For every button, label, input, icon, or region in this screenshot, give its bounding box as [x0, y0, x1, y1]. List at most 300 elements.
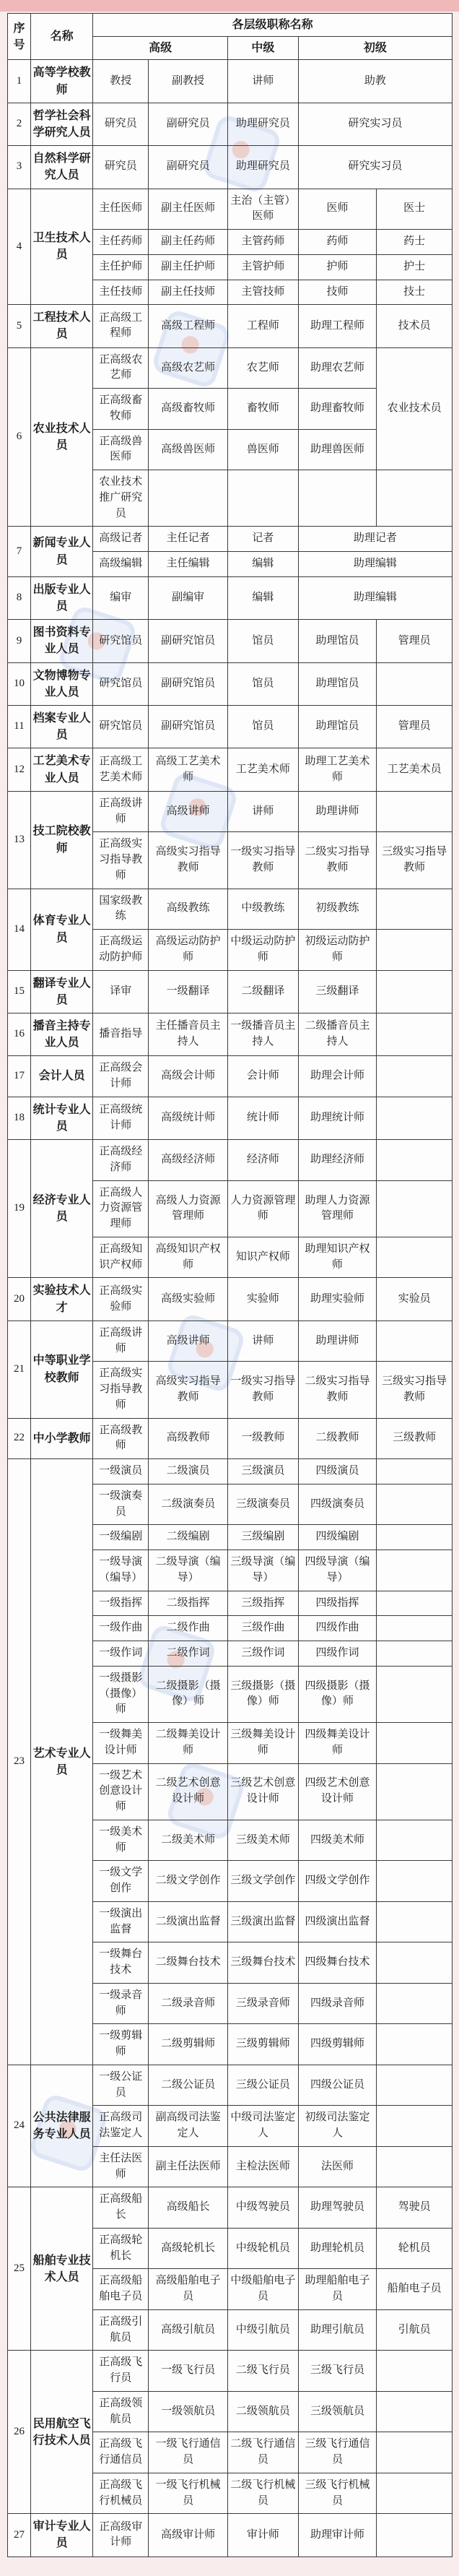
title-cell: 正高级会计师 [93, 1056, 149, 1097]
title-cell: 二级作曲 [149, 1616, 228, 1641]
group-name: 工程技术人员 [31, 305, 93, 347]
title-cell: 农艺师 [227, 347, 298, 389]
table-row [8, 60, 453, 103]
title-cell: 三级美术师 [227, 1820, 298, 1861]
title-cell: 四级演员 [298, 1459, 376, 1484]
group-number: 19 [8, 1140, 31, 1278]
title-cell: 高级人力资源管理师 [149, 1180, 228, 1237]
group-number: 27 [8, 2514, 31, 2556]
title-cell [377, 1763, 453, 1820]
title-cell: 三级飞行员 [298, 2351, 376, 2392]
title-cell: 研究实习员 [298, 146, 452, 189]
table-row [8, 2514, 453, 2556]
title-cell: 副主任医师 [149, 189, 228, 230]
title-cell: 中级轮机员 [227, 2228, 298, 2269]
title-cell: 二级演出监督 [149, 1901, 228, 1942]
title-cell: 一级飞行员 [149, 2351, 228, 2392]
title-cell: 主任播音员主持人 [149, 1013, 228, 1055]
title-cell: 三级飞行机械员 [298, 2473, 376, 2514]
title-cell: 主任编辑 [149, 552, 228, 577]
title-cell: 三级文学创作 [227, 1861, 298, 1902]
title-cell: 高级实习指导教师 [149, 832, 228, 889]
title-cell: 一级领航员 [149, 2391, 228, 2432]
title-cell: 研究员 [93, 146, 149, 189]
title-cell: 高级引航员 [149, 2309, 228, 2351]
title-cell: 三级演员 [227, 1459, 298, 1484]
group-number: 14 [8, 889, 31, 970]
title-cell: 四级演奏员 [298, 1484, 376, 1525]
title-cell: 经济师 [227, 1140, 298, 1181]
title-cell: 技士 [377, 280, 453, 305]
group-name: 实验技术人才 [31, 1278, 93, 1321]
title-cell: 正高级统计师 [93, 1097, 149, 1139]
page-top-band [0, 0, 459, 12]
title-cell [377, 1140, 453, 1181]
title-cell: 助理经济师 [298, 1140, 376, 1181]
title-cell [377, 1550, 453, 1591]
title-cell: 知识产权师 [227, 1237, 298, 1278]
title-cell [377, 1820, 453, 1861]
title-cell: 一级摄影（摄像）师 [93, 1666, 149, 1722]
title-cell [377, 1013, 453, 1055]
group-name: 体育专业人员 [31, 889, 93, 970]
title-cell [377, 1237, 453, 1278]
title-cell: 四级录音师 [298, 1983, 376, 2024]
table-row [8, 706, 453, 748]
title-cell: 二级演奏员 [149, 1484, 228, 1525]
title-cell: 二级剪辑师 [149, 2024, 228, 2065]
title-cell [377, 2146, 453, 2187]
title-cell: 研究馆员 [93, 620, 149, 662]
title-cell: 二级录音师 [149, 1983, 228, 2024]
table-row [8, 1013, 453, 1055]
title-cell [377, 791, 453, 832]
title-cell: 一级美术师 [93, 1820, 149, 1861]
title-cell: 副研究员 [149, 103, 228, 145]
title-cell: 高级知识产权师 [149, 1237, 228, 1278]
group-name: 档案专业人员 [31, 706, 93, 748]
title-cell: 高级会计师 [149, 1056, 228, 1097]
title-cell: 中级引航员 [227, 2309, 298, 2351]
table-row [8, 1097, 453, 1139]
header-level-mid: 中级 [227, 37, 298, 60]
title-cell: 助理畜牧师 [298, 389, 376, 430]
title-cell: 一级飞行通信员 [149, 2432, 228, 2473]
title-cell: 一级演奏员 [93, 1484, 149, 1525]
group-number: 8 [8, 576, 31, 619]
title-cell [377, 2391, 453, 2432]
title-cell: 技术员 [377, 305, 453, 347]
title-cell: 高级船长 [149, 2187, 228, 2229]
title-cell: 高级记者 [93, 527, 149, 552]
title-cell: 二级翻译 [227, 970, 298, 1013]
title-cell: 译审 [93, 970, 149, 1013]
group-number: 4 [8, 189, 31, 305]
title-cell: 正高级畜牧师 [93, 389, 149, 430]
title-cell: 二级指挥 [149, 1591, 228, 1616]
title-cell: 助理馆员 [298, 620, 376, 662]
title-cell [377, 662, 453, 705]
title-cell [377, 2514, 453, 2556]
title-cell: 助理统计师 [298, 1097, 376, 1139]
title-cell: 正高级飞行机械员 [93, 2473, 149, 2514]
title-cell: 一级公证员 [93, 2065, 149, 2106]
title-cell [377, 1901, 453, 1942]
title-cell: 二级实习指导教师 [298, 832, 376, 889]
group-number: 26 [8, 2351, 31, 2514]
title-cell: 高级轮机长 [149, 2228, 228, 2269]
title-cell: 主任法医师 [93, 2146, 149, 2187]
title-cell [377, 1097, 453, 1139]
title-cell: 初级教练 [298, 889, 376, 930]
title-cell: 一级演员 [93, 1459, 149, 1484]
title-cell: 一级播音员主持人 [227, 1013, 298, 1055]
title-cell: 研究馆员 [93, 662, 149, 705]
group-number: 1 [8, 60, 31, 103]
title-cell: 研究员 [93, 103, 149, 145]
title-cell [377, 930, 453, 971]
title-cell: 正高级讲师 [93, 791, 149, 832]
title-cell: 技师 [298, 280, 376, 305]
title-cell [377, 1861, 453, 1902]
title-cell: 二级艺术创意设计师 [149, 1763, 228, 1820]
group-number: 10 [8, 662, 31, 705]
title-cell: 药士 [377, 230, 453, 255]
group-number: 11 [8, 706, 31, 748]
title-cell: 一级编剧 [93, 1525, 149, 1550]
title-cell: 四级美术师 [298, 1820, 376, 1861]
title-cell: 二级演员 [149, 1459, 228, 1484]
title-cell: 二级舞台技术 [149, 1942, 228, 1984]
titles-table-container [7, 13, 453, 2557]
title-cell: 副高级司法鉴定人 [149, 2106, 228, 2147]
title-cell [377, 2106, 453, 2147]
title-cell: 船舶电子员 [377, 2269, 453, 2310]
title-cell: 高级运动防护师 [149, 930, 228, 971]
title-cell: 正高级教师 [93, 1418, 149, 1459]
title-cell: 副主任护师 [149, 254, 228, 280]
title-cell: 正高级司法鉴定人 [93, 2106, 149, 2147]
title-cell: 正高级实验师 [93, 1278, 149, 1321]
title-cell: 护师 [298, 254, 376, 280]
title-cell: 助理讲师 [298, 791, 376, 832]
title-cell: 主管护师 [227, 254, 298, 280]
title-cell: 高级教师 [149, 1418, 228, 1459]
group-name: 高等学校教师 [31, 60, 93, 103]
title-cell: 四级公证员 [298, 2065, 376, 2106]
title-cell: 一级实习指导教师 [227, 832, 298, 889]
professional-titles-table [7, 13, 453, 2557]
title-cell: 高级兽医师 [149, 429, 228, 470]
title-cell: 助理工艺美术师 [298, 748, 376, 791]
table-row [8, 1140, 453, 1181]
title-cell: 三级作曲 [227, 1616, 298, 1641]
title-cell: 国家级教练 [93, 889, 149, 930]
title-cell: 三级飞行通信员 [298, 2432, 376, 2473]
group-number: 18 [8, 1097, 31, 1139]
title-cell: 正高级实习指导教师 [93, 1362, 149, 1418]
title-cell: 四级导演（编导） [298, 1550, 376, 1591]
title-cell: 研究实习员 [298, 103, 452, 145]
group-number: 3 [8, 146, 31, 189]
group-number: 17 [8, 1056, 31, 1097]
title-cell: 二级作词 [149, 1641, 228, 1667]
title-cell: 会计师 [227, 1056, 298, 1097]
title-cell: 正高级人力资源管理师 [93, 1180, 149, 1237]
title-cell: 初级运动防护师 [298, 930, 376, 971]
table-header [8, 14, 453, 60]
title-cell: 正高级经济师 [93, 1140, 149, 1181]
title-cell: 正高级船舶电子员 [93, 2269, 149, 2310]
title-cell [377, 970, 453, 1013]
group-name: 农业技术人员 [31, 347, 93, 527]
group-number: 12 [8, 748, 31, 791]
title-cell: 正高级轮机长 [93, 2228, 149, 2269]
group-name: 船舶专业技术人员 [31, 2187, 93, 2351]
title-cell: 助理驾驶员 [298, 2187, 376, 2229]
title-cell: 馆员 [227, 620, 298, 662]
title-cell: 初级司法鉴定人 [298, 2106, 376, 2147]
title-cell: 三级公证员 [227, 2065, 298, 2106]
header-level-junior: 初级 [298, 37, 452, 60]
group-name: 翻译专业人员 [31, 970, 93, 1013]
title-cell: 农业技术员 [377, 347, 453, 470]
table-row [8, 305, 453, 347]
title-cell: 中级运动防护师 [227, 930, 298, 971]
title-cell: 助理知识产权师 [298, 1237, 376, 1278]
title-cell: 正高级讲师 [93, 1321, 149, 1362]
title-cell [377, 1525, 453, 1550]
table-row [8, 1459, 453, 1484]
title-cell: 农业技术推广研究员 [93, 470, 149, 527]
table-row [8, 2065, 453, 2106]
group-name: 民用航空飞行技术人员 [31, 2351, 93, 2514]
title-cell: 馆员 [227, 662, 298, 705]
title-cell: 管理员 [377, 620, 453, 662]
title-cell: 助理馆员 [298, 706, 376, 748]
title-cell: 馆员 [227, 706, 298, 748]
header-level-senior: 高级 [93, 37, 228, 60]
title-cell: 二级飞行机械员 [227, 2473, 298, 2514]
title-cell: 正高级领航员 [93, 2391, 149, 2432]
group-number: 22 [8, 1418, 31, 1459]
title-cell: 一级教师 [227, 1418, 298, 1459]
title-cell: 兽医师 [227, 429, 298, 470]
title-cell [377, 1616, 453, 1641]
table-row [8, 146, 453, 189]
title-cell: 正高级实习指导教师 [93, 832, 149, 889]
title-cell: 高级经济师 [149, 1140, 228, 1181]
title-cell: 三级舞台技术 [227, 1942, 298, 1984]
title-cell: 主任记者 [149, 527, 228, 552]
title-cell: 实验员 [377, 1278, 453, 1321]
group-name: 统计专业人员 [31, 1097, 93, 1139]
title-cell: 编辑 [227, 552, 298, 577]
title-cell [377, 1484, 453, 1525]
title-cell: 一级剪辑师 [93, 2024, 149, 2065]
title-cell [377, 2351, 453, 2392]
title-cell: 副研究馆员 [149, 620, 228, 662]
title-cell: 驾驶员 [377, 2187, 453, 2229]
group-number: 16 [8, 1013, 31, 1055]
title-cell [377, 2065, 453, 2106]
group-name: 艺术专业人员 [31, 1459, 93, 2065]
title-cell: 三级摄影（摄像）师 [227, 1666, 298, 1722]
title-cell: 主任护师 [93, 254, 149, 280]
title-cell: 正高级农艺师 [93, 347, 149, 389]
table-row [8, 103, 453, 145]
title-cell: 畜牧师 [227, 389, 298, 430]
title-cell: 护士 [377, 254, 453, 280]
title-cell: 二级教师 [298, 1418, 376, 1459]
title-cell: 助理讲师 [298, 1321, 376, 1362]
title-cell: 中级船舶电子员 [227, 2269, 298, 2310]
title-cell [377, 889, 453, 930]
title-cell: 四级摄影（摄像）师 [298, 1666, 376, 1722]
title-cell: 一级导演（编导） [93, 1550, 149, 1591]
title-cell: 高级船舶电子员 [149, 2269, 228, 2310]
group-name: 中等职业学校教师 [31, 1321, 93, 1418]
title-cell: 二级文学创作 [149, 1861, 228, 1902]
title-cell: 主任药师 [93, 230, 149, 255]
group-name: 自然科学研究人员 [31, 146, 93, 189]
header-col-levels: 各层级职称名称 [93, 14, 453, 37]
title-cell: 副研究馆员 [149, 706, 228, 748]
title-cell: 正高级引航员 [93, 2309, 149, 2351]
group-number: 20 [8, 1278, 31, 1321]
title-cell: 正高级飞行通信员 [93, 2432, 149, 2473]
title-cell: 主管技师 [227, 280, 298, 305]
title-cell: 四级艺术创意设计师 [298, 1763, 376, 1820]
title-cell [377, 1459, 453, 1484]
table-row [8, 576, 453, 619]
title-cell: 三级编剧 [227, 1525, 298, 1550]
title-cell: 三级艺术创意设计师 [227, 1763, 298, 1820]
title-cell: 二级舞美设计师 [149, 1723, 228, 1764]
title-cell [377, 1983, 453, 2024]
title-cell: 三级实习指导教师 [377, 1362, 453, 1418]
title-cell: 助理审计师 [298, 2514, 376, 2556]
title-cell [377, 1056, 453, 1097]
title-cell: 研究馆员 [93, 706, 149, 748]
title-cell: 轮机员 [377, 2228, 453, 2269]
title-cell: 二级播音员主持人 [298, 1013, 376, 1055]
title-cell: 三级指挥 [227, 1591, 298, 1616]
table-row [8, 2187, 453, 2229]
title-cell: 一级舞台技术 [93, 1942, 149, 1984]
title-cell: 三级教师 [377, 1418, 453, 1459]
title-cell: 工艺美术员 [377, 748, 453, 791]
title-cell: 助理轮机员 [298, 2228, 376, 2269]
group-name: 公共法律服务专业人员 [31, 2065, 93, 2187]
group-name: 文物博物专业人员 [31, 662, 93, 705]
title-cell: 正高级知识产权师 [93, 1237, 149, 1278]
title-cell [377, 1591, 453, 1616]
header-row-1 [8, 14, 453, 37]
title-cell: 高级审计师 [149, 2514, 228, 2556]
title-cell: 高级讲师 [149, 791, 228, 832]
title-cell: 法医师 [298, 2146, 376, 2187]
title-cell: 助理工程师 [298, 305, 376, 347]
title-cell: 高级实验师 [149, 1278, 228, 1321]
title-cell: 三级翻译 [298, 970, 376, 1013]
title-cell: 三级演奏员 [227, 1484, 298, 1525]
group-name: 新闻专业人员 [31, 527, 93, 577]
title-cell: 一级演出监督 [93, 1901, 149, 1942]
group-number: 9 [8, 620, 31, 662]
title-cell: 一级艺术创意设计师 [93, 1763, 149, 1820]
title-cell: 工艺美术师 [227, 748, 298, 791]
title-cell: 高级实习指导教师 [149, 1362, 228, 1418]
title-cell: 正高级飞行员 [93, 2351, 149, 2392]
title-cell: 四级演出监督 [298, 1901, 376, 1942]
title-cell: 二级实习指导教师 [298, 1362, 376, 1418]
title-cell: 四级舞美设计师 [298, 1723, 376, 1764]
title-cell: 主治（主管）医师 [227, 189, 298, 230]
title-cell [377, 2024, 453, 2065]
title-cell: 实验师 [227, 1278, 298, 1321]
title-cell: 助教 [298, 60, 452, 103]
table-row [8, 1321, 453, 1362]
title-cell: 四级编剧 [298, 1525, 376, 1550]
title-cell: 高级工程师 [149, 305, 228, 347]
title-cell: 正高级工程师 [93, 305, 149, 347]
table-body [8, 60, 453, 2556]
group-number: 25 [8, 2187, 31, 2351]
title-cell: 三级领航员 [298, 2391, 376, 2432]
group-name: 哲学社会科学研究人员 [31, 103, 93, 145]
title-cell: 助理研究员 [227, 103, 298, 145]
title-cell [377, 2432, 453, 2473]
table-row [8, 189, 453, 230]
group-name: 图书资料专业人员 [31, 620, 93, 662]
title-cell: 医师 [298, 189, 376, 230]
title-cell: 助理编辑 [298, 576, 452, 619]
table-row [8, 1056, 453, 1097]
title-cell: 四级舞台技术 [298, 1942, 376, 1984]
title-cell: 正高级运动防护师 [93, 930, 149, 971]
title-cell [377, 1942, 453, 1984]
title-cell: 副研究馆员 [149, 662, 228, 705]
group-name: 工艺美术专业人员 [31, 748, 93, 791]
title-cell: 主任技师 [93, 280, 149, 305]
title-cell: 副主任药师 [149, 230, 228, 255]
title-cell: 高级工艺美术师 [149, 748, 228, 791]
table-row [8, 620, 453, 662]
title-cell: 二级公证员 [149, 2065, 228, 2106]
title-cell: 助理记者 [298, 527, 452, 552]
title-cell: 正高级兽医师 [93, 429, 149, 470]
title-cell: 四级作曲 [298, 1616, 376, 1641]
title-cell: 四级作词 [298, 1641, 376, 1667]
group-name: 出版专业人员 [31, 576, 93, 619]
title-cell: 正高级工艺美术师 [93, 748, 149, 791]
title-cell: 三级实习指导教师 [377, 832, 453, 889]
title-cell: 助理实验师 [298, 1278, 376, 1321]
table-row [8, 889, 453, 930]
title-cell: 一级作曲 [93, 1616, 149, 1641]
title-cell [377, 1666, 453, 1722]
table-row [8, 1418, 453, 1459]
title-cell: 四级指挥 [298, 1591, 376, 1616]
title-cell: 副教授 [149, 60, 228, 103]
title-cell: 高级讲师 [149, 1321, 228, 1362]
title-cell [377, 1641, 453, 1667]
title-cell: 助理兽医师 [298, 429, 376, 470]
title-cell: 高级教练 [149, 889, 228, 930]
title-cell: 正高级审计师 [93, 2514, 149, 2556]
group-number: 7 [8, 527, 31, 577]
